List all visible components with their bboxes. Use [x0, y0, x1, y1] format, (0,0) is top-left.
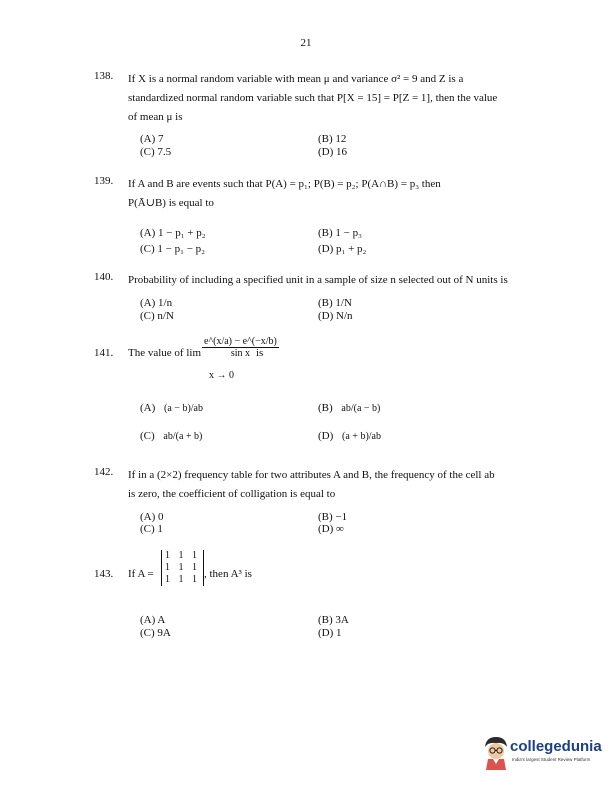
q141-fraction-numerator: e^(x/a) − e^(−x/b) [204, 336, 277, 347]
q141-option-b [318, 402, 380, 414]
question-number-139: 139. [94, 175, 114, 187]
logo-wordmark: collegedunia [510, 738, 602, 755]
q138-option-b: (B) 12 [318, 133, 347, 145]
q141-option-c-label: (C) [140, 430, 155, 442]
q140-option-c: (C) n/N [140, 310, 174, 322]
q142-line-2: is zero, the coefficient of colligation is equal to [128, 488, 336, 500]
q140-option-b: (B) 1/N [318, 297, 352, 309]
q141-option-c-expr: ab/(a + b) [163, 431, 203, 442]
question-number-140: 140. [94, 271, 114, 283]
q143-matrix-row-1: 1 1 1 [165, 550, 200, 561]
q138-option-a: (A) 7 [140, 133, 164, 145]
q140-option-a: (A) 1/n [140, 297, 173, 309]
q141-option-b-label: (B) [318, 402, 333, 414]
q142-line-1: If in a (2×2) frequency table for two attributes A and B, the frequency of the cell ab [128, 469, 495, 481]
q143-option-d: (D) 1 [318, 627, 342, 639]
question-text-138 [128, 70, 520, 127]
q143-trailing-text: , then A³ is [204, 568, 252, 580]
question-text-139 [128, 175, 520, 213]
page-number: 21 [300, 37, 312, 49]
q138-line-1: If X is a normal random variable with mean μ and variance σ² = 9 and Z is a [128, 73, 464, 85]
q143-matrix-row-2: 1 1 1 [165, 562, 200, 573]
question-number-143: 143. [94, 568, 114, 580]
q138-line-2: standardized normal random variable such that P[X = 15] = P[Z = 1], then the value [128, 92, 498, 104]
q139-line-1: If A and B are events such that P(A) = p₁; P(B) = p₂; P(A∩B) = p₃ then [128, 178, 441, 190]
q139-option-a: (A) 1 − p₁ + p₂ [140, 227, 206, 239]
question-text-142 [128, 466, 520, 504]
q141-option-b-expr: ab/(a − b) [341, 403, 381, 414]
question-number-138: 138. [94, 70, 114, 82]
q143-lead-text: If A = [128, 568, 154, 580]
q142-option-b: (B) −1 [318, 511, 348, 523]
q140-option-d: (D) N/n [318, 310, 353, 322]
q141-option-a-expr: (a − b)/ab [164, 403, 203, 414]
q141-limit-subscript: x → 0 [209, 370, 234, 381]
q141-option-d-expr: (a + b)/ab [342, 431, 381, 442]
q141-option-a-label: (A) [140, 402, 156, 414]
q138-option-d: (D) 16 [318, 146, 348, 158]
q141-option-d [318, 430, 381, 442]
q138-line-3: of mean μ is [128, 111, 183, 123]
q143-matrix-row-3: 1 1 1 [165, 574, 200, 585]
q143-option-a: (A) A [140, 614, 166, 626]
q142-option-d: (D) ∞ [318, 523, 344, 535]
q141-limit-fraction [202, 336, 279, 359]
question-text-140: Probability of including a specified unit in a sample of size n selected out of N units is [128, 274, 508, 286]
q141-trailing-text: is [256, 347, 264, 359]
logo-tagline: India's largest Student Review Platform [512, 757, 591, 762]
q139-option-c: (C) 1 − p₁ − p₂ [140, 243, 205, 255]
q142-option-c: (C) 1 [140, 523, 163, 535]
question-number-142: 142. [94, 466, 114, 478]
q141-option-d-label: (D) [318, 430, 334, 442]
q139-line-2: P(Ā∪B) is equal to [128, 197, 214, 209]
q139-option-d: (D) p₁ + p₂ [318, 243, 367, 255]
mascot-logo-icon [482, 735, 510, 771]
question-number-141: 141. [94, 347, 114, 359]
q143-option-b: (B) 3A [318, 614, 349, 626]
q141-lead-text: The value of lim [128, 347, 202, 359]
q141-fraction-denominator: sin x [230, 348, 251, 359]
q143-option-c: (C) 9A [140, 627, 171, 639]
q143-matrix [161, 550, 204, 586]
q139-option-b: (B) 1 − p₃ [318, 227, 362, 239]
q141-option-a [140, 402, 203, 414]
q142-option-a: (A) 0 [140, 511, 164, 523]
q141-option-c [140, 430, 202, 442]
q138-option-c: (C) 7.5 [140, 146, 172, 158]
